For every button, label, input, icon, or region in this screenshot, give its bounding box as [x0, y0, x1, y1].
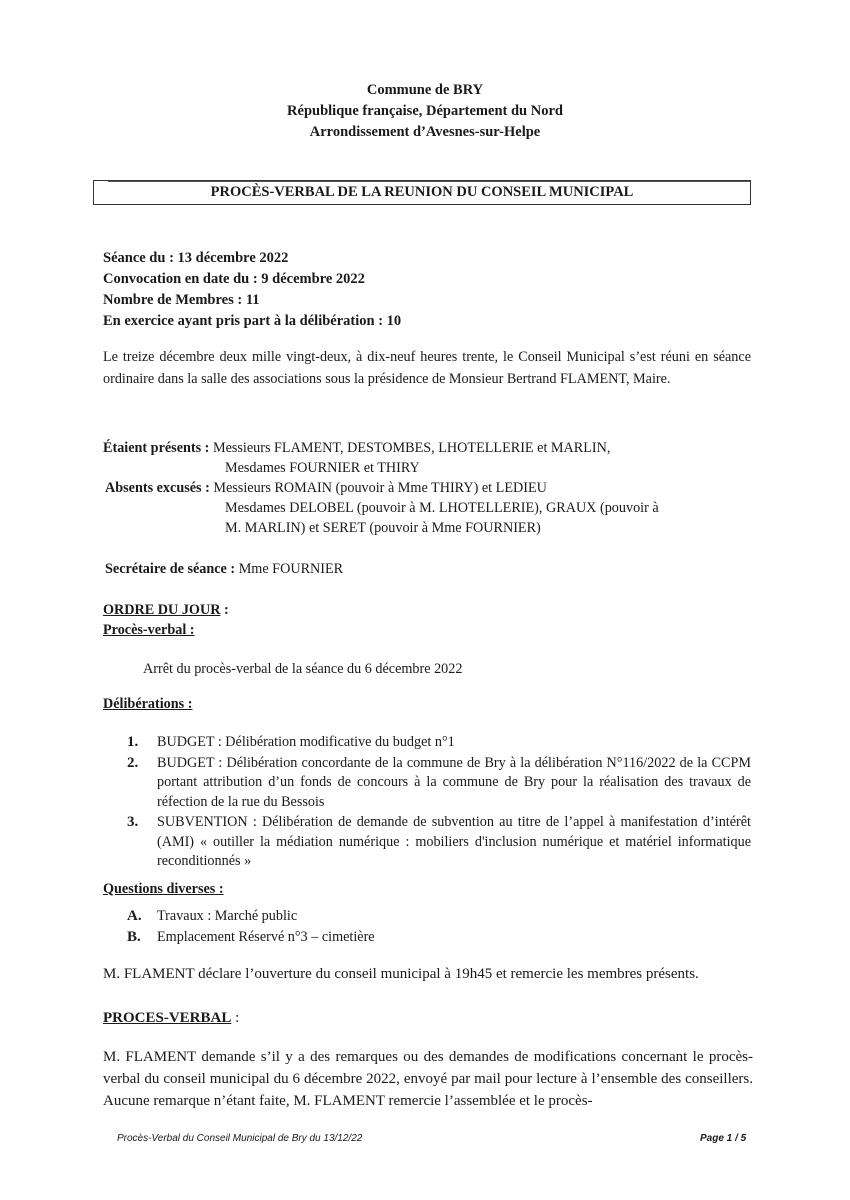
list-item-text: SUBVENTION : Délibération de demande de subvention au titre de l’appel à manifestation d’intérêt (AMI) « outiller la médiation numérique : mobiliers d'inclusion numérique et matériel informatique reconditionnés »	[157, 814, 751, 869]
commune-name: Commune de BRY	[366, 82, 484, 98]
session-date: Séance du : 13 décembre 2022	[103, 250, 289, 266]
title-box	[93, 180, 751, 205]
absents-line-1: Messieurs ROMAIN (pouvoir à Mme THIRY) et LEDIEU	[213, 480, 547, 496]
list-item-number: 2.	[127, 754, 139, 771]
list-item	[127, 733, 751, 753]
session-meta	[103, 248, 401, 332]
secretary-line	[103, 559, 753, 581]
title-box-shadow-line	[108, 181, 750, 182]
footer-document-title: Procès-Verbal du Conseil Municipal de Bry du 13/12/22	[117, 1133, 363, 1144]
arrondissement: Arrondissement d’Avesnes-sur-Helpe	[309, 124, 541, 140]
pv-section-text: M. FLAMENT demande s’il y a des remarques ou des demandes de modifications concernant le procès-verbal du conseil municipal du 6 décembre 2022, envoyé par mail pour lecture à l’ensemble des conseillers. Aucune remarque n’étant faite, M. FLAMENT remercie l’assemblée et le procès-	[103, 1049, 753, 1109]
presents-line-1: Messieurs FLAMENT, DESTOMBES, LHOTELLERIE et MARLIN,	[212, 440, 611, 456]
deliberations-list	[127, 733, 751, 873]
pv-section-heading-line	[103, 1008, 751, 1030]
secretary-name: Mme FOURNIER	[238, 561, 344, 577]
agenda-heading-block	[103, 600, 751, 640]
page-number: Page 1 / 5	[700, 1133, 747, 1144]
questions-list	[127, 907, 751, 948]
republic-department: République française, Département du Nord	[287, 103, 563, 119]
list-item	[127, 813, 751, 872]
deliberations-heading: Délibérations :	[103, 696, 193, 712]
list-item-number: 3.	[127, 814, 139, 830]
attendance-block	[103, 438, 751, 538]
list-item-number: 1.	[127, 734, 139, 750]
document-title: PROCÈS-VERBAL DE LA REUNION DU CONSEIL MUNICIPAL	[210, 184, 634, 200]
agenda-heading-suffix: :	[220, 602, 229, 618]
intro-paragraph: Le treize décembre deux mille vingt-deux, à dix-neuf heures trente, le Conseil Municipal s’est réuni en séance ordinaire dans la salle des associations sous la présidence de Monsieur Bertrand FLAMENT, Maire.	[103, 349, 751, 387]
list-item	[127, 754, 751, 813]
list-item	[127, 907, 751, 927]
members-count: Nombre de Membres : 11	[103, 292, 260, 308]
list-item-letter: B.	[127, 928, 141, 945]
list-item-letter: A.	[127, 908, 142, 924]
list-item	[127, 928, 751, 948]
absents-line-3: M. MARLIN) et SERET (pouvoir à Mme FOURNIER)	[225, 520, 541, 536]
list-item-text: Travaux : Marché public	[157, 908, 298, 924]
questions-heading: Questions diverses :	[103, 881, 224, 897]
list-item-text: BUDGET : Délibération concordante de la commune de Bry à la délibération N°116/2022 de la CCPM portant attribution d’un fonds de concours à la commune de Bry pour la réalisation des travaux de réfection de la rue du Bessois	[157, 754, 751, 810]
presents-line-2: Mesdames FOURNIER et THIRY	[225, 460, 420, 476]
participants-count: En exercice ayant pris part à la délibération : 10	[103, 313, 402, 329]
absents-line-2: Mesdames DELOBEL (pouvoir à M. LHOTELLERIE), GRAUX (pouvoir à	[225, 500, 659, 516]
pv-subheading: Procès-verbal :	[103, 622, 195, 638]
pv-agenda-item: Arrêt du procès-verbal de la séance du 6 décembre 2022	[143, 661, 463, 677]
list-item-text: BUDGET : Délibération modificative du budget n°1	[157, 734, 455, 750]
list-item-text: Emplacement Réservé n°3 – cimetière	[157, 928, 375, 945]
agenda-heading: ORDRE DU JOUR	[103, 602, 221, 618]
absents-label: Absents excusés :	[105, 480, 210, 496]
presents-label: Étaient présents :	[103, 440, 210, 456]
document-header	[0, 80, 850, 143]
pv-section-heading-suffix: :	[231, 1010, 240, 1026]
secretary-label: Secrétaire de séance :	[105, 561, 236, 577]
opening-statement: M. FLAMENT déclare l’ouverture du conseil municipal à 19h45 et remercie les membres présents.	[103, 966, 699, 982]
pv-section-heading: PROCES-VERBAL	[103, 1010, 232, 1026]
convocation-date: Convocation en date du : 9 décembre 2022	[103, 271, 365, 287]
